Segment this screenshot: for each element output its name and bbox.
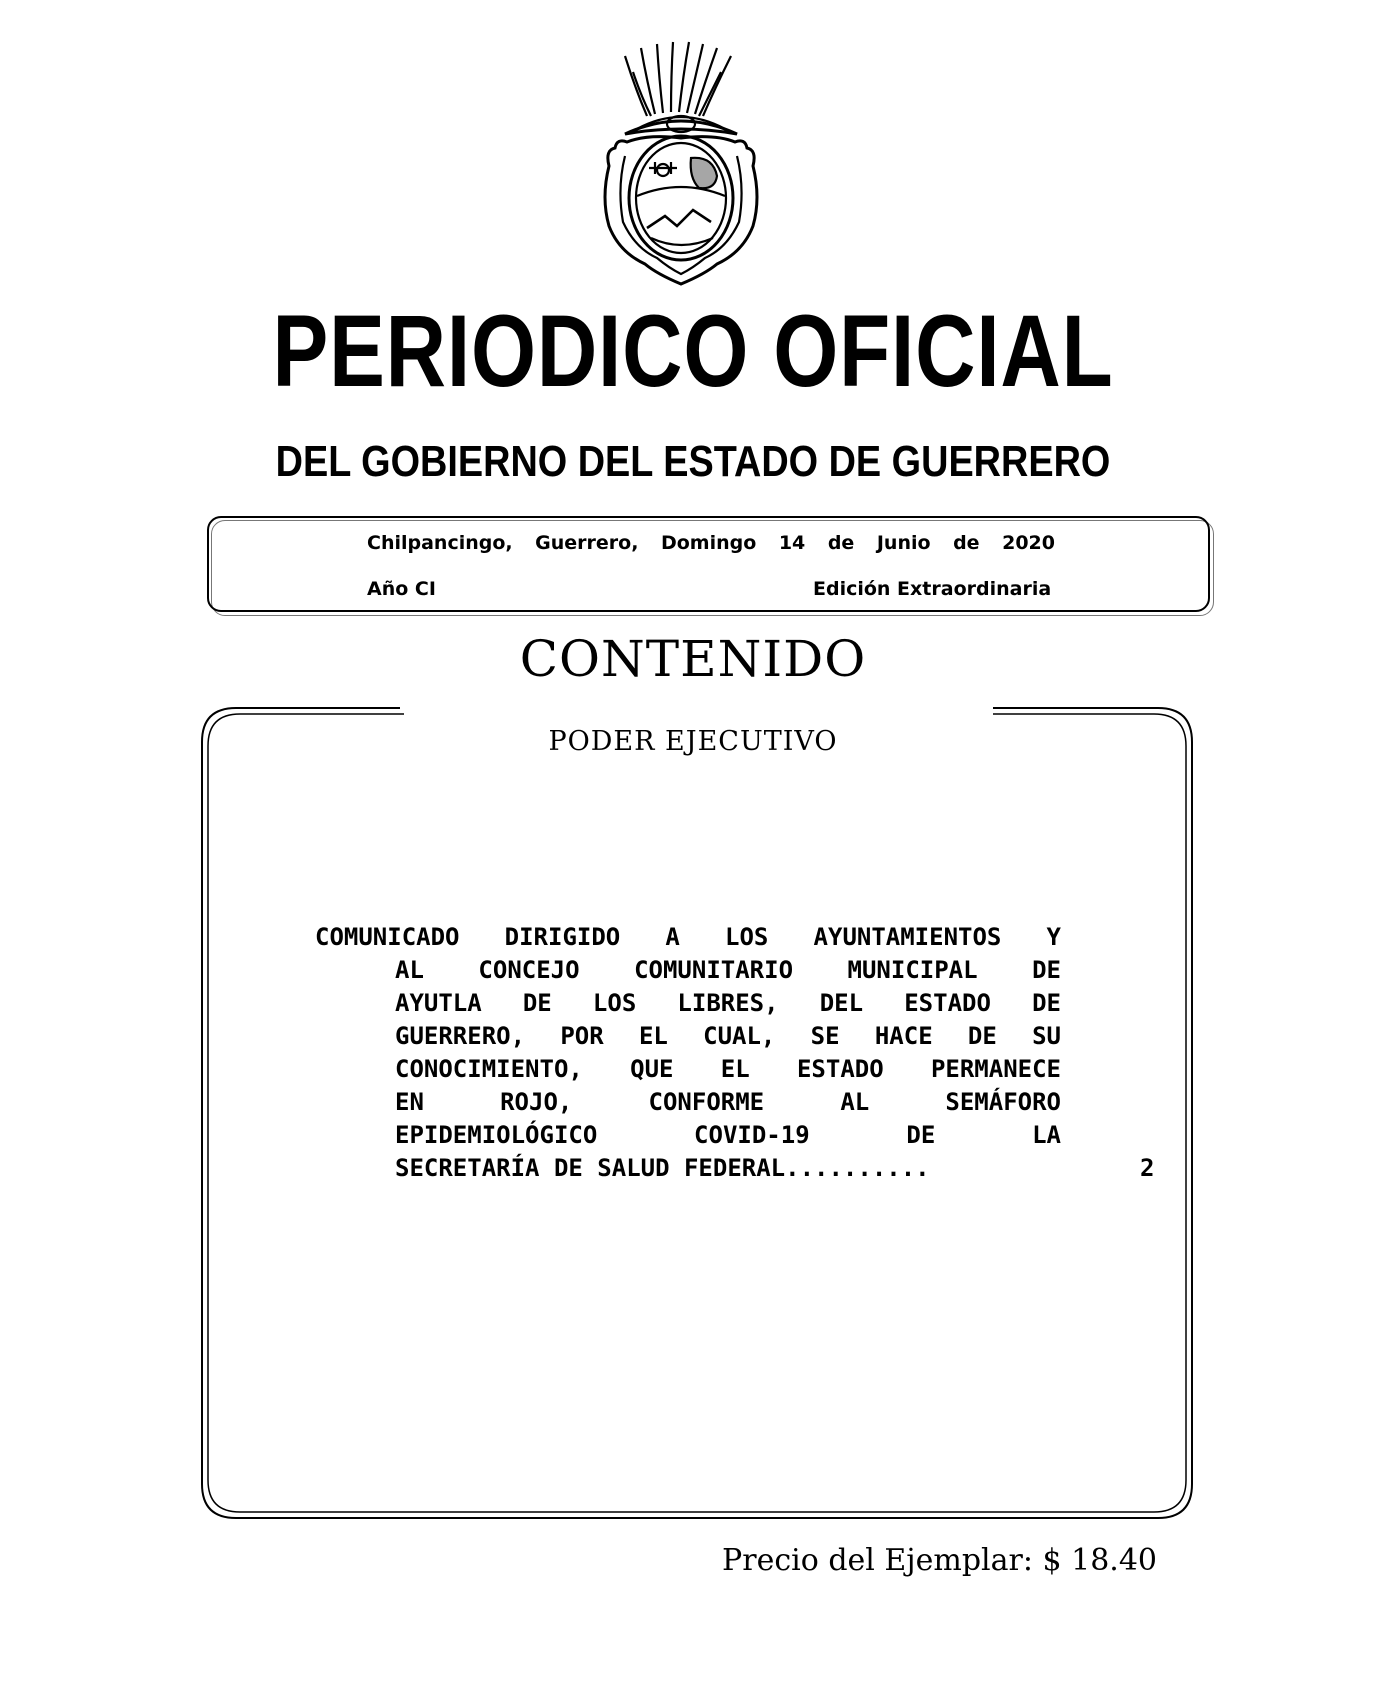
- masthead-title: PERIODICO OFICIAL: [272, 294, 1114, 408]
- date-word: de: [953, 532, 980, 554]
- toc-entry-line: GUERRERO, POR EL CUAL, SE HACE DE SU: [395, 1022, 1061, 1050]
- toc-page-number: 2: [1140, 1154, 1155, 1182]
- toc-entry-line: AYUTLA DE LOS LIBRES, DEL ESTADO DE: [395, 989, 1061, 1017]
- date-word: Junio: [876, 532, 931, 554]
- toc-entry-line: COMUNICADO DIRIGIDO A LOS AYUNTAMIENTOS Y: [315, 923, 1061, 951]
- contents-heading: CONTENIDO: [519, 630, 867, 688]
- date-word: Domingo: [660, 532, 757, 554]
- masthead-subtitle: DEL GOBIERNO DEL ESTADO DE GUERRERO: [275, 437, 1111, 486]
- issue-year: Año CI: [367, 578, 436, 600]
- toc-entry-line: SECRETARÍA DE SALUD FEDERAL..........: [395, 1154, 930, 1182]
- date-word: de: [827, 532, 855, 554]
- toc-entry-line: CONOCIMIENTO, QUE EL ESTADO PERMANECE: [395, 1055, 1061, 1083]
- toc-entry-line: EPIDEMIOLÓGICO COVID-19 DE LA: [395, 1121, 1061, 1149]
- date-word: 2020: [1002, 532, 1055, 554]
- issue-price: Precio del Ejemplar: $ 18.40: [722, 1543, 1157, 1578]
- date-word: Guerrero,: [535, 532, 639, 554]
- section-title: PODER EJECUTIVO: [548, 726, 838, 757]
- date-word: 14: [778, 532, 806, 554]
- date-word: Chilpancingo,: [367, 532, 513, 554]
- issue-edition: Edición Extraordinaria: [813, 578, 1052, 600]
- toc-entry-line: AL CONCEJO COMUNITARIO MUNICIPAL DE: [395, 956, 1061, 984]
- toc-entry-line: EN ROJO, CONFORME AL SEMÁFORO: [395, 1088, 1061, 1116]
